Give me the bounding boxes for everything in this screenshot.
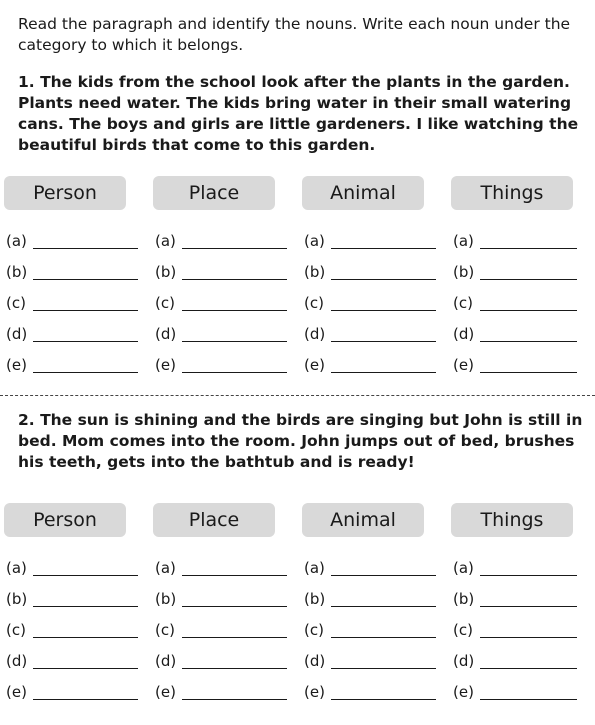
answer-line[interactable]	[480, 248, 577, 249]
answer-line[interactable]	[33, 699, 138, 700]
answer-row-a	[0, 557, 595, 581]
blank-letter: (b)	[453, 590, 475, 608]
things-blank-a[interactable]	[453, 230, 577, 254]
answer-line[interactable]	[480, 575, 577, 576]
person-blank-a[interactable]	[6, 230, 138, 254]
blank-letter: (a)	[155, 559, 176, 577]
answer-line[interactable]	[182, 372, 287, 373]
blank-letter: (d)	[6, 652, 28, 670]
blank-letter: (c)	[155, 294, 175, 312]
category-things: Things	[451, 176, 573, 210]
blank-letter: (e)	[453, 356, 474, 374]
answer-line[interactable]	[182, 699, 287, 700]
blank-letter: (c)	[155, 621, 175, 639]
person-blank-b[interactable]	[6, 588, 138, 612]
answer-line[interactable]	[331, 699, 436, 700]
blank-letter: (a)	[6, 232, 27, 250]
things-blank-b[interactable]	[453, 261, 577, 285]
things-blank-b[interactable]	[453, 588, 577, 612]
blank-letter: (e)	[453, 683, 474, 701]
answer-line[interactable]	[480, 699, 577, 700]
answer-line[interactable]	[331, 341, 436, 342]
place-blank-c[interactable]	[155, 619, 287, 643]
things-blank-d[interactable]	[453, 650, 577, 674]
exercise-1-paragraph: 1. The kids from the school look after the plants in the garden. Plants need water. The kids bring water in their small watering cans. The boys and girls are little gardeners. I like watching the beautiful birds that come to this garden.	[18, 73, 579, 154]
person-blank-c[interactable]	[6, 292, 138, 316]
things-blank-c[interactable]	[453, 292, 577, 316]
animal-blank-d[interactable]	[304, 323, 436, 347]
exercise-2-paragraph: 2. The sun is shining and the birds are singing but John is still in bed. Mom comes into the room. John jumps out of bed, brushes his teeth, gets into the bathtub and is ready!	[18, 411, 583, 471]
instructions: Read the paragraph and identify the nouns. Write each noun under the category to which it belongs.	[18, 15, 571, 54]
place-blank-d[interactable]	[155, 323, 287, 347]
blank-letter: (b)	[453, 263, 475, 281]
answer-line[interactable]	[331, 248, 436, 249]
category-animal: Animal	[302, 503, 424, 537]
person-blank-b[interactable]	[6, 261, 138, 285]
answer-line[interactable]	[331, 310, 436, 311]
answer-line[interactable]	[182, 575, 287, 576]
answer-line[interactable]	[480, 310, 577, 311]
place-blank-a[interactable]	[155, 230, 287, 254]
blank-letter: (d)	[304, 325, 326, 343]
answer-line[interactable]	[331, 668, 436, 669]
answer-row-c	[0, 292, 595, 316]
blank-letter: (a)	[453, 559, 474, 577]
blank-letter: (b)	[155, 590, 177, 608]
answer-line[interactable]	[480, 279, 577, 280]
blank-letter: (a)	[6, 559, 27, 577]
animal-blank-a[interactable]	[304, 230, 436, 254]
answer-line[interactable]	[33, 372, 138, 373]
blank-letter: (d)	[6, 325, 28, 343]
category-headers-2	[4, 503, 592, 537]
blank-letter: (c)	[304, 294, 324, 312]
section-divider	[0, 395, 595, 396]
blank-letter: (c)	[453, 294, 473, 312]
place-blank-e[interactable]	[155, 354, 287, 378]
answer-line[interactable]	[331, 372, 436, 373]
blank-letter: (e)	[304, 683, 325, 701]
person-blank-d[interactable]	[6, 650, 138, 674]
blank-letter: (b)	[6, 263, 28, 281]
things-blank-d[interactable]	[453, 323, 577, 347]
answer-line[interactable]	[331, 637, 436, 638]
answer-line[interactable]	[480, 341, 577, 342]
answer-line[interactable]	[33, 248, 138, 249]
answer-line[interactable]	[480, 606, 577, 607]
category-person: Person	[4, 176, 126, 210]
answer-line[interactable]	[33, 637, 138, 638]
blank-letter: (d)	[155, 325, 177, 343]
category-place: Place	[153, 503, 275, 537]
answer-line[interactable]	[33, 606, 138, 607]
category-place: Place	[153, 176, 275, 210]
answer-line[interactable]	[33, 341, 138, 342]
things-blank-a[interactable]	[453, 557, 577, 581]
blank-letter: (c)	[6, 621, 26, 639]
place-blank-b[interactable]	[155, 261, 287, 285]
place-blank-a[interactable]	[155, 557, 287, 581]
answer-row-d	[0, 650, 595, 674]
blank-letter: (a)	[453, 232, 474, 250]
answer-row-e	[0, 354, 595, 378]
person-blank-a[interactable]	[6, 557, 138, 581]
blank-letter: (b)	[155, 263, 177, 281]
answer-line[interactable]	[182, 248, 287, 249]
answer-line[interactable]	[33, 310, 138, 311]
answer-line[interactable]	[331, 575, 436, 576]
blank-letter: (d)	[453, 325, 475, 343]
things-blank-e[interactable]	[453, 681, 577, 705]
answer-line[interactable]	[33, 575, 138, 576]
blank-letter: (a)	[155, 232, 176, 250]
animal-blank-e[interactable]	[304, 354, 436, 378]
blank-letter: (b)	[304, 263, 326, 281]
things-blank-c[interactable]	[453, 619, 577, 643]
animal-blank-b[interactable]	[304, 261, 436, 285]
answer-line[interactable]	[33, 668, 138, 669]
blank-letter: (b)	[304, 590, 326, 608]
blank-letter: (e)	[304, 356, 325, 374]
blank-letter: (e)	[6, 683, 27, 701]
answer-line[interactable]	[480, 668, 577, 669]
answer-line[interactable]	[182, 341, 287, 342]
answer-line[interactable]	[182, 606, 287, 607]
animal-blank-c[interactable]	[304, 292, 436, 316]
answer-line[interactable]	[331, 606, 436, 607]
blank-letter: (c)	[453, 621, 473, 639]
answer-line[interactable]	[33, 279, 138, 280]
blank-letter: (e)	[6, 356, 27, 374]
answer-row-b	[0, 261, 595, 285]
answer-line[interactable]	[331, 279, 436, 280]
answer-line[interactable]	[182, 668, 287, 669]
answer-row-d	[0, 323, 595, 347]
category-animal: Animal	[302, 176, 424, 210]
person-blank-d[interactable]	[6, 323, 138, 347]
blank-letter: (c)	[6, 294, 26, 312]
place-blank-e[interactable]	[155, 681, 287, 705]
blank-letter: (c)	[304, 621, 324, 639]
animal-blank-d[interactable]	[304, 650, 436, 674]
category-headers-1	[4, 176, 592, 210]
answer-line[interactable]	[480, 637, 577, 638]
place-blank-d[interactable]	[155, 650, 287, 674]
animal-blank-e[interactable]	[304, 681, 436, 705]
answer-line[interactable]	[182, 310, 287, 311]
blank-letter: (d)	[453, 652, 475, 670]
animal-blank-b[interactable]	[304, 588, 436, 612]
place-blank-b[interactable]	[155, 588, 287, 612]
blank-letter: (a)	[304, 559, 325, 577]
blank-letter: (d)	[304, 652, 326, 670]
category-person: Person	[4, 503, 126, 537]
person-blank-c[interactable]	[6, 619, 138, 643]
category-things: Things	[451, 503, 573, 537]
blank-letter: (b)	[6, 590, 28, 608]
answer-row-a	[0, 230, 595, 254]
answer-line[interactable]	[480, 372, 577, 373]
animal-blank-a[interactable]	[304, 557, 436, 581]
blank-letter: (e)	[155, 683, 176, 701]
answer-row-b	[0, 588, 595, 612]
answer-row-c	[0, 619, 595, 643]
things-blank-e[interactable]	[453, 354, 577, 378]
place-blank-c[interactable]	[155, 292, 287, 316]
blank-letter: (e)	[155, 356, 176, 374]
blank-letter: (a)	[304, 232, 325, 250]
blank-letter: (d)	[155, 652, 177, 670]
animal-blank-c[interactable]	[304, 619, 436, 643]
answer-line[interactable]	[182, 279, 287, 280]
person-blank-e[interactable]	[6, 354, 138, 378]
answer-line[interactable]	[182, 637, 287, 638]
answer-row-e	[0, 681, 595, 705]
person-blank-e[interactable]	[6, 681, 138, 705]
